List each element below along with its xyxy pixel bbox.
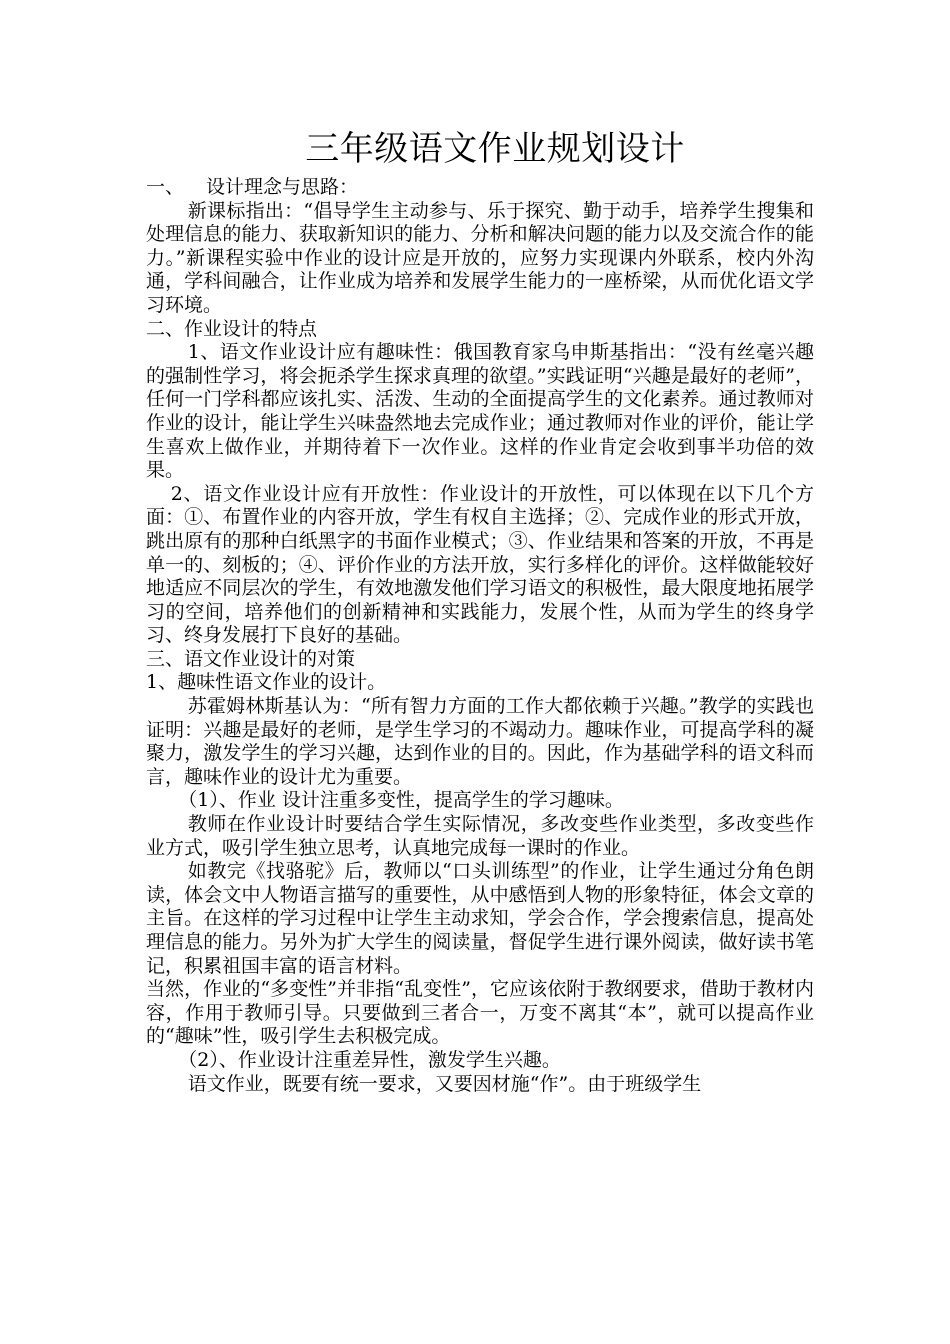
section3-heading: 三、语文作业设计的对策 xyxy=(146,647,356,670)
section3-paragraph-1: 苏霍姆林斯基认为：“所有智力方面的工作大都依赖于兴趣。”教学的实践也证明：兴趣是最好的老师，是学生学习的不竭动力。趣味作业，可提高学科的凝聚力，激发学生的学习兴趣，达到作业的目的。因此，作为基础学科的语文科而言，趣味作业的设计尤为重要。 xyxy=(146,695,814,788)
section1-paragraph-1: 新课标指出：“倡导学生主动参与、乐于探究、勤于动手，培养学生搜集和处理信息的能力、获取新知识的能力、分析和解决问题的能力以及交流合作的能力。”新课程实验中作业的设计应是开放的，应努力实现课内外联系，校内外沟通，学科间融合，让作业成为培养和发展学生能力的一座桥梁，从而优化语文学习环境。 xyxy=(146,199,814,316)
section3-paragraph-3: 如教完《找骆驼》后，教师以“口头训练型”的作业，让学生通过分角色朗读，体会文中人物语言描写的重要性，从中感悟到人物的形象特征，体会文章的主旨。在这样的学习过程中让学生主动求知，学会合作，学会搜索信息，提高处理信息的能力。另外为扩大学生的阅读量，督促学生进行课外阅读，做好读书笔记，积累祖国丰富的语言材料。 xyxy=(146,860,814,977)
section2-heading: 二、作业设计的特点 xyxy=(146,317,318,340)
section3-subheading-1: 1、趣味性语文作业的设计。 xyxy=(146,671,387,694)
section3-item-2: （2）、作业设计注重差异性，激发学生兴趣。 xyxy=(178,1048,561,1071)
section3-paragraph-5: 语文作业，既要有统一要求，又要因材施“作”。由于班级学生 xyxy=(187,1072,702,1095)
section3-paragraph-2: 教师在作业设计时要结合学生实际情况，多改变些作业类型，多改变些作业方式，吸引学生独立思考，认真地完成每一课时的作业。 xyxy=(146,813,814,859)
section3-paragraph-4: 当然，作业的“多变性”并非指“乱变性”，它应该依附于教纲要求，借助于教材内容，作用于教师引导。只要做到三者合一，万变不离其“本”，就可以提高作业的“趣味”性，吸引学生去积极完成。 xyxy=(146,978,814,1048)
document-body xyxy=(146,176,814,1096)
section1-heading-number: 一、 xyxy=(146,176,185,198)
section1-heading-text: 设计理念与思路： xyxy=(206,176,359,198)
section3-item-1: （1）、作业 设计注重多变性，提高学生的学习趣味。 xyxy=(178,789,624,812)
document-title: 三年级语文作业规划设计 xyxy=(305,129,685,169)
section2-paragraph-2: 2、语文作业设计应有开放性：作业设计的开放性，可以体现在以下几个方面：①、布置作业的内容开放，学生有权自主选择；②、完成作业的形式开放，跳出原有的那种白纸黑字的书面作业模式；③、作业结果和答案的开放，不再是单一的、刻板的；④、评价作业的方法开放，实行多样化的评价。这样做能较好地适应不同层次的学生，有效地激发他们学习语文的积极性，最大限度地拓展学习的空间，培养他们的创新精神和实践能力，发展个性，从而为学生的终身学习、终身发展打下良好的基础。 xyxy=(146,482,814,647)
section1-heading xyxy=(146,176,814,200)
section2-paragraph-1: 1、语文作业设计应有趣味性：俄国教育家乌申斯基指出：“没有丝毫兴趣的强制性学习，将会扼杀学生探求真理的欲望。”实践证明“兴趣是最好的老师”，任何一门学科都应该扎实、活泼、生动的全面提高学生的文化素养。通过教师对作业的设计，能让学生兴味盎然地去完成作业；通过教师对作业的评价，能让学生喜欢上做作业，并期待着下一次作业。这样的作业肯定会收到事半功倍的效果。 xyxy=(146,341,814,482)
